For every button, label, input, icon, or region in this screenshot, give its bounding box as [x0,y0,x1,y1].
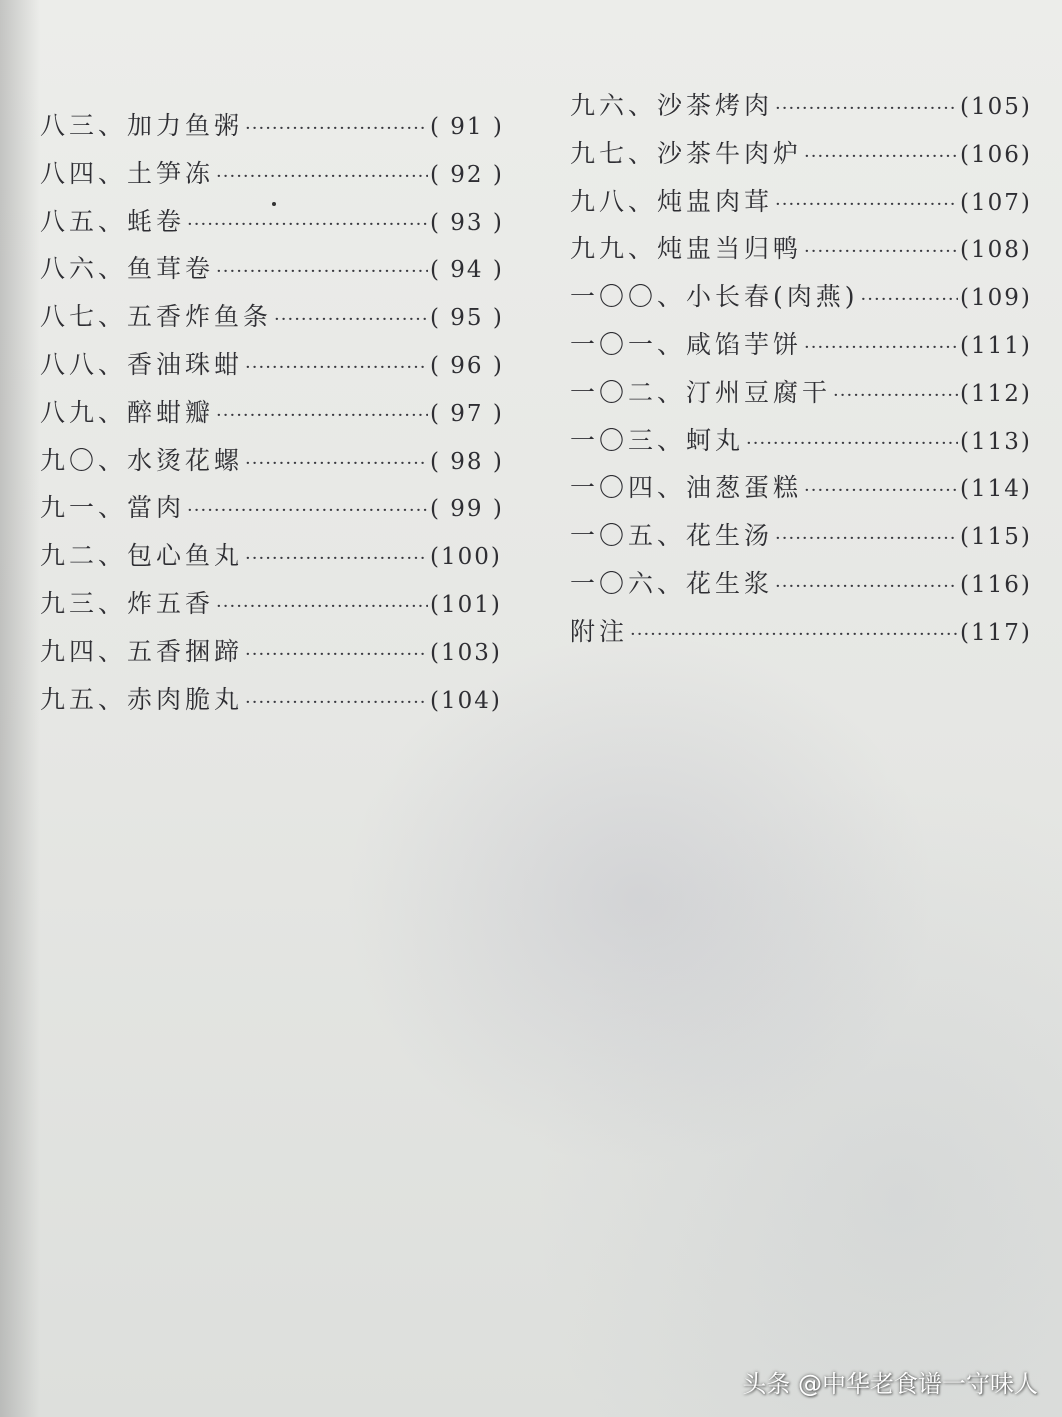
entry-number: 九四、 [40,636,128,666]
spine-shadow [0,0,40,1417]
entry-number: 一〇一、 [570,329,687,359]
entry-title: 咸馅芋饼 [686,329,803,359]
entry-page-number: ( 92 ) [430,161,504,188]
toc-entry [40,584,510,632]
entry-number: 九八、 [570,186,658,216]
dot-leader [216,405,428,426]
watermark: 头条 @中华老食谱一守味人 [742,1370,1038,1398]
dot-leader [245,548,428,569]
entry-page-number: (108) [960,237,1032,264]
entry-number: 八五、 [40,206,128,236]
entry-page-number: ( 93 ) [430,209,504,236]
toc-entry [40,632,510,680]
entry-title: 炸五香 [127,588,215,618]
entry-title: 蚵丸 [686,425,745,455]
toc-entry [40,345,510,393]
entry-number: 八六、 [40,254,128,284]
dot-leader [775,194,958,215]
toc-entry [40,106,510,154]
toc-entry [570,182,1040,230]
entry-title: 鱼茸卷 [127,254,215,284]
toc-entry [570,421,1040,469]
toc-entry [40,488,510,536]
entry-number: 九三、 [40,588,128,618]
toc-entry [570,86,1040,134]
entry-page-number: ( 96 ) [430,352,504,379]
entry-number: 八四、 [40,158,128,188]
entry-page-number: (115) [960,524,1032,551]
entry-title: 水烫花螺 [127,445,244,475]
entry-title: 附注 [570,616,629,646]
entry-number: 九〇、 [40,445,128,475]
entry-number: 八七、 [40,302,128,332]
dot-leader [216,166,428,187]
entry-number: 一〇二、 [570,377,687,407]
entry-title: 蚝卷 [127,206,186,236]
entry-number: 九一、 [40,493,128,523]
entry-page-number: (101) [430,591,502,618]
dot-leader [804,337,958,358]
entry-number: 一〇六、 [570,568,687,598]
dot-leader [775,528,958,549]
dot-leader [187,214,428,235]
entry-page-number: ( 91 ) [430,114,504,140]
entry-page-number: (114) [960,476,1032,503]
entry-number: 九五、 [40,684,128,714]
dot-leader [216,261,428,282]
toc-entry [40,680,510,728]
entry-title: 土笋冻 [127,158,215,188]
dot-leader [804,146,958,167]
entry-title: 加力鱼粥 [127,111,244,140]
toc-entry [570,612,1040,660]
toc-entry [570,229,1040,277]
dot-leader [804,480,958,501]
entry-page-number: (104) [430,687,502,714]
entry-title: 花生汤 [686,521,774,551]
entry-page-number: ( 97 ) [430,400,504,427]
toc-entry [570,325,1040,373]
toc-entry [570,468,1040,516]
dot-leader [187,500,428,521]
dot-leader [833,385,958,406]
entry-title: 小长春(肉燕) [686,282,859,312]
toc-entry [40,154,510,202]
toc-left-column [40,106,510,727]
entry-title: 汀州豆腐干 [686,377,832,407]
entry-number: 九六、 [570,91,658,120]
entry-title: 炖盅当归鸭 [657,234,803,264]
toc-entry [570,516,1040,564]
entry-number: 八九、 [40,397,128,427]
entry-title: 花生浆 [686,568,774,598]
entry-title: 五香捆蹄 [127,636,244,666]
toc-entry [570,373,1040,421]
entry-page-number: (112) [960,380,1032,407]
entry-title: 炖盅肉茸 [657,186,774,216]
entry-page-number: (107) [960,189,1032,216]
dot-leader [216,596,428,617]
dot-leader [245,118,428,139]
entry-page-number: (106) [960,141,1032,168]
toc-entry [570,564,1040,612]
entry-page-number: ( 98 ) [430,448,504,475]
entry-page-number: (111) [960,332,1032,359]
toc-entry [40,202,510,250]
entry-number: 一〇三、 [570,425,687,455]
toc-entry [40,393,510,441]
toc-entry [40,297,510,345]
entry-page-number: (100) [430,544,502,571]
entry-page-number: ( 99 ) [430,496,504,523]
entry-title: 當肉 [127,493,186,523]
entry-page-number: (105) [960,94,1032,120]
entry-number: 九九、 [570,234,658,264]
entry-title: 沙茶烤肉 [657,91,774,120]
dot-leader [245,453,428,474]
entry-title: 醉蚶瓣 [127,397,215,427]
toc-entry [570,134,1040,182]
dot-leader [861,289,958,310]
entry-page-number: ( 95 ) [430,305,504,332]
entry-title: 赤肉脆丸 [127,684,244,714]
dot-leader [274,309,428,330]
entry-page-number: ( 94 ) [430,257,504,284]
dot-leader [804,241,958,262]
dot-leader [245,644,428,665]
dot-leader [245,357,428,378]
entry-title: 包心鱼丸 [127,541,244,571]
entry-page-number: (117) [960,619,1032,646]
entry-page-number: (113) [960,428,1032,455]
entry-number: 一〇四、 [570,473,687,503]
entry-number: 八八、 [40,349,128,379]
entry-title: 香油珠蚶 [127,349,244,379]
entry-title: 五香炸鱼条 [127,302,273,332]
toc-entry [40,249,510,297]
entry-number: 一〇五、 [570,521,687,551]
toc-right-column [570,86,1040,660]
entry-number: 八三、 [40,111,128,140]
entry-title: 油葱蛋糕 [686,473,803,503]
toc-entry [570,277,1040,325]
dot-leader [245,692,428,713]
entry-page-number: (103) [430,639,502,666]
entry-page-number: (109) [960,285,1032,312]
dot-leader [775,98,958,119]
dot-leader [775,576,958,597]
entry-title: 沙茶牛肉炉 [657,138,803,168]
entry-number: 一〇〇、 [570,282,687,312]
dot-leader [746,433,958,454]
dot-leader [630,624,958,645]
toc-entry [40,441,510,489]
entry-number: 九二、 [40,541,128,571]
toc-entry [40,536,510,584]
entry-page-number: (116) [960,571,1032,598]
entry-number: 九七、 [570,138,658,168]
